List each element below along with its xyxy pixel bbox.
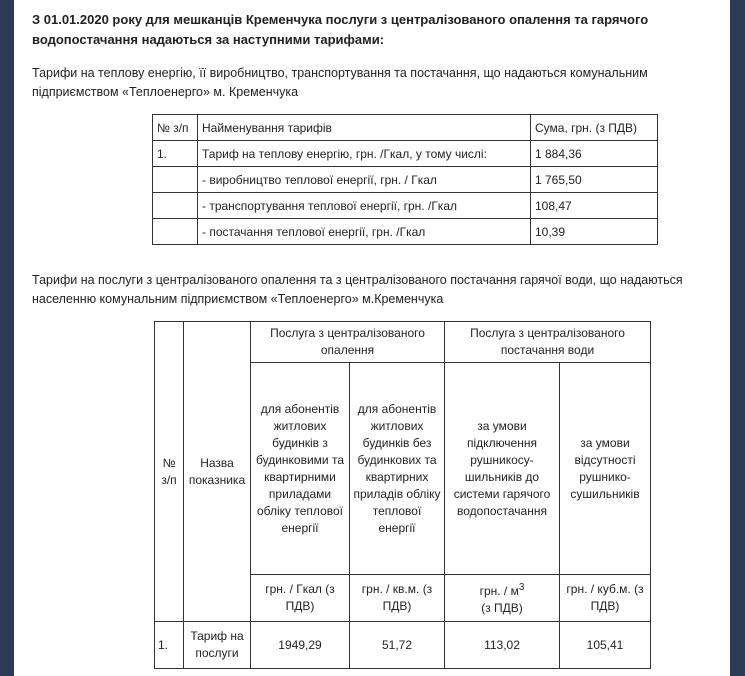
row-value-1: 1949,29 <box>251 622 350 669</box>
row-name: - транспортування теплової енергії, грн. /Гкал <box>198 193 531 219</box>
unit-sqm: грн. / кв.м. (з ПДВ) <box>350 575 445 622</box>
row-value: 1 884,36 <box>531 141 658 167</box>
sub-unmetered: для абонентів житлових будинків без будинкових та квартирних приладів обліку теплової енергії <box>350 363 445 575</box>
header-num: № з/п <box>155 322 184 622</box>
row-name: - виробництво теплової енергії, грн. / Гкал <box>198 167 531 193</box>
service-tariff-table <box>154 321 651 669</box>
row-num: 1. <box>153 141 198 167</box>
row-num <box>153 219 198 245</box>
unit-m3-text: грн. / м <box>479 584 519 598</box>
table-row <box>155 622 651 669</box>
header-num: № з/п <box>153 115 198 141</box>
sub-without-dryers: за умови відсутності рушнико-сушильників <box>560 363 651 575</box>
row-num: 1. <box>155 622 184 669</box>
table-row <box>153 141 658 167</box>
header-name: Назва показника <box>184 322 251 622</box>
row-value-3: 113,02 <box>445 622 560 669</box>
row-name: Тариф на теплову енергію, грн. /Гкал, у тому числі: <box>198 141 531 167</box>
unit-m3-sup: 3 <box>518 582 525 593</box>
row-num <box>153 167 198 193</box>
unit-cubic: грн. / куб.м. (з ПДВ) <box>560 575 651 622</box>
header-sum: Сума, грн. (з ПДВ) <box>531 115 658 141</box>
unit-m3-vat: (з ПДВ) <box>481 601 523 615</box>
row-value: 1 765,50 <box>531 167 658 193</box>
row-num <box>153 193 198 219</box>
table-row <box>153 167 658 193</box>
unit-gcal: грн. / Гкал (з ПДВ) <box>251 575 350 622</box>
row-value: 108,47 <box>531 193 658 219</box>
table-row <box>153 193 658 219</box>
row-name: Тариф на послуги <box>184 622 251 669</box>
row-value-4: 105,41 <box>560 622 651 669</box>
sub-metered: для абонентів житлових будинків з будинковими та квартирними приладами обліку теплової енергії <box>251 363 350 575</box>
unit-m3 <box>445 575 560 622</box>
sub-with-dryers: за умови підключення рушникосу-шильників до системи гарячого водопостачання <box>445 363 560 575</box>
row-name: - постачання теплової енергії, грн. /Гкал <box>198 219 531 245</box>
header-name: Найменування тарифів <box>198 115 531 141</box>
table-header-row <box>153 115 658 141</box>
page-heading: З 01.01.2020 року для мешканців Кременчука послуги з централізованого опалення та гарячого водопостачання надаються за наступними тарифами: <box>32 12 649 47</box>
intro-service-tariffs: Тарифи на послуги з централізованого опалення та з централізованого постачання гарячої води, що надаються населенню комунальним підприємством «Теплоенерго» м.Кременчука <box>32 273 683 306</box>
intro-heat-tariffs: Тарифи на теплову енергію, її виробництво, транспортування та постачання, що надаються комунальним підприємством «Теплоенерго» м. Кременчука <box>32 66 648 99</box>
group-water: Послуга з централізованого постачання води <box>445 322 651 363</box>
row-value: 10,39 <box>531 219 658 245</box>
heat-tariff-table <box>152 114 658 245</box>
table-row <box>153 219 658 245</box>
group-heating: Послуга з централізованого опалення <box>251 322 445 363</box>
row-value-2: 51,72 <box>350 622 445 669</box>
page <box>14 0 730 676</box>
group-header-row <box>155 322 651 363</box>
